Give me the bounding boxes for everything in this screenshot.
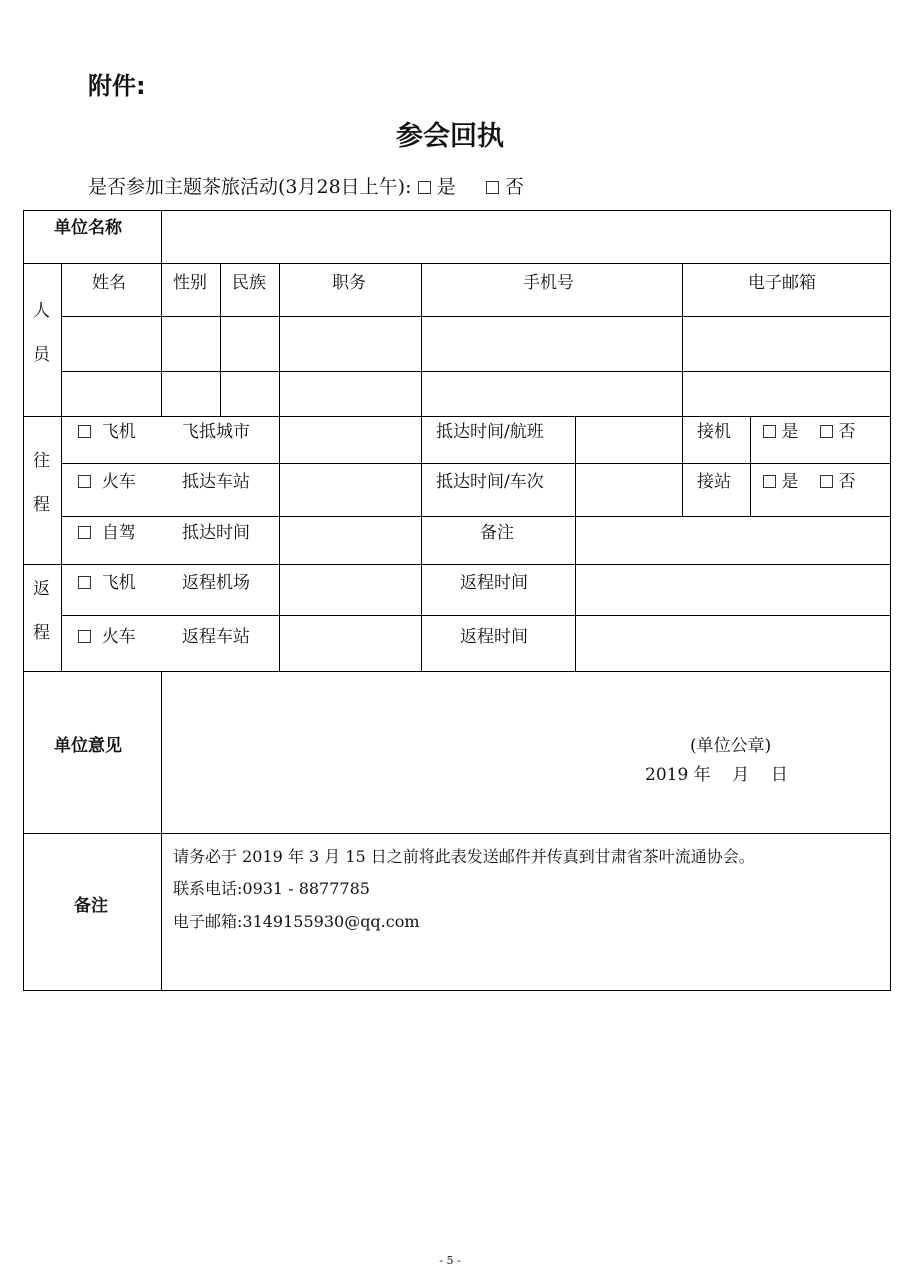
table-border [61, 615, 891, 616]
pickup-station-yes-checkbox[interactable] [763, 475, 776, 488]
table-border [750, 416, 751, 517]
unit-seal-text: (单位公章) [690, 736, 772, 756]
table-border [61, 263, 62, 672]
page-number: - 5 - [439, 1254, 461, 1267]
table-border [23, 210, 24, 991]
arrive-time-train-label: 抵达时间/车次 [436, 472, 544, 492]
table-border [682, 416, 683, 517]
outbound-side-label-2: 程 [33, 495, 50, 515]
return-airport-label: 返程机场 [182, 573, 250, 593]
header-email: 电子邮箱 [748, 273, 816, 293]
unit-name-input[interactable] [162, 211, 890, 263]
unit-opinion-label: 单位意见 [54, 736, 122, 756]
notes-line-2: 联系电话:0931 - 8877785 [173, 879, 370, 898]
outbound-side-label-1: 往 [33, 451, 50, 471]
header-gender: 性别 [173, 273, 207, 293]
table-border [279, 263, 280, 417]
table-border [23, 263, 891, 264]
table-border [23, 990, 891, 991]
return-side-label-1: 返 [33, 579, 50, 599]
attachment-label: 附件: [88, 72, 146, 100]
table-border [23, 564, 891, 565]
self-drive-checkbox[interactable] [78, 526, 91, 539]
table-border [161, 671, 162, 991]
arrive-time-flight-label: 抵达时间/航班 [436, 422, 544, 442]
table-border [421, 263, 422, 417]
outbound-self-drive-option[interactable]: 自驾 [78, 522, 136, 544]
no-label: 否 [504, 176, 524, 198]
table-border [890, 210, 891, 991]
notes-line-3: 电子邮箱:3149155930@qq.com [173, 912, 420, 931]
table-border [421, 416, 422, 672]
return-plane-option[interactable]: 飞机 [78, 572, 136, 594]
pickup-station-no-checkbox[interactable] [820, 475, 833, 488]
arrive-station-label: 抵达车站 [182, 472, 250, 492]
table-border [279, 416, 280, 672]
question-text: 是否参加主题茶旅活动(3月28日上午): [88, 176, 412, 198]
header-position: 职务 [332, 273, 366, 293]
personnel-side-label-1: 人 [33, 301, 50, 321]
yes-checkbox[interactable] [418, 181, 431, 194]
return-plane-checkbox[interactable] [78, 576, 91, 589]
return-time-label-1: 返程时间 [460, 573, 528, 593]
arrive-time-label: 抵达时间 [182, 523, 250, 543]
train-checkbox[interactable] [78, 475, 91, 488]
header-phone: 手机号 [523, 273, 574, 293]
return-station-label: 返程车站 [182, 627, 250, 647]
pickup-station-label: 接站 [697, 472, 731, 492]
table-border [575, 416, 576, 672]
opinion-date: 2019 年 月 日 [645, 765, 788, 785]
pickup-airport-no-checkbox[interactable] [820, 425, 833, 438]
table-border [61, 316, 891, 317]
notes-line-1: 请务必于 2019 年 3 月 15 日之前将此表发送邮件并传真到甘肃省茶叶流通协会。 [173, 847, 755, 866]
table-border [220, 263, 221, 417]
tour-question [88, 172, 524, 199]
notes-label: 备注 [74, 896, 108, 916]
pickup-airport-options[interactable]: 是 否 [763, 421, 855, 443]
table-border [682, 263, 683, 417]
table-border [161, 263, 162, 417]
arrive-city-label: 飞抵城市 [182, 422, 250, 442]
return-train-checkbox[interactable] [78, 630, 91, 643]
plane-checkbox[interactable] [78, 425, 91, 438]
no-checkbox[interactable] [486, 181, 499, 194]
yes-label: 是 [436, 176, 456, 198]
return-train-option[interactable]: 火车 [78, 626, 136, 648]
table-border [61, 516, 891, 517]
outbound-remark-label: 备注 [480, 523, 514, 543]
table-border [23, 833, 891, 834]
pickup-station-options[interactable]: 是 否 [763, 471, 855, 493]
table-border [23, 671, 891, 672]
table-border [23, 416, 891, 417]
return-time-label-2: 返程时间 [460, 627, 528, 647]
outbound-plane-option[interactable]: 飞机 [78, 421, 136, 443]
unit-name-label: 单位名称 [54, 218, 122, 238]
personnel-side-label-2: 员 [33, 345, 50, 365]
header-ethnicity: 民族 [232, 273, 266, 293]
return-side-label-2: 程 [33, 623, 50, 643]
table-border [61, 463, 891, 464]
pickup-airport-label: 接机 [697, 422, 731, 442]
table-border [61, 371, 891, 372]
outbound-train-option[interactable]: 火车 [78, 471, 136, 493]
header-name: 姓名 [92, 273, 126, 293]
page-title: 参会回执 [396, 121, 504, 152]
pickup-airport-yes-checkbox[interactable] [763, 425, 776, 438]
